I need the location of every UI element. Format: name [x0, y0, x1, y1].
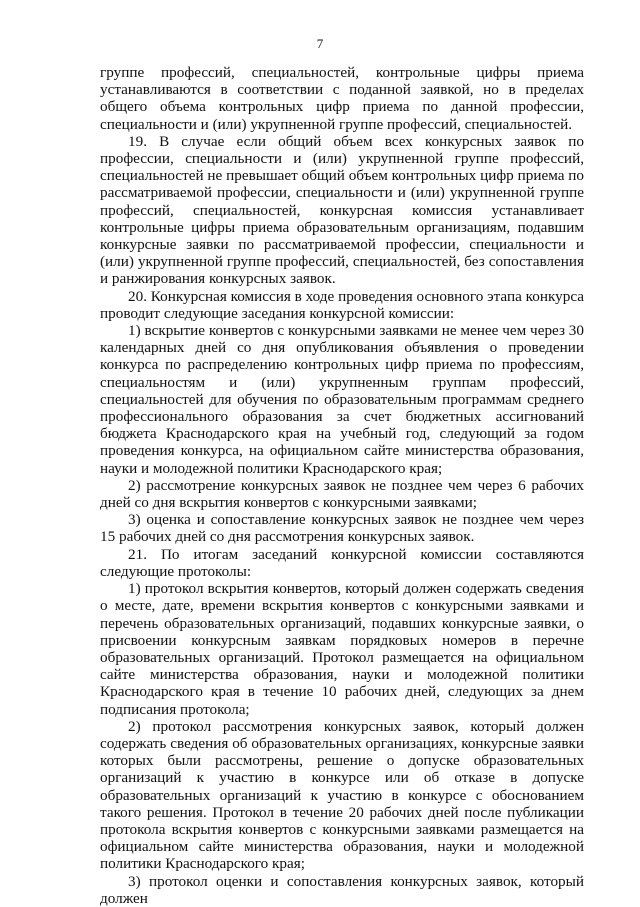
paragraph-clause-20-item-3: 3) оценка и сопоставление конкурсных заявок не позднее чем через 15 рабочих дней со дня рассмотрения конкурсных заявок. — [100, 511, 584, 546]
paragraph-clause-20-item-1: 1) вскрытие конвертов с конкурсными заявками не менее чем через 30 календарных дней со дня опубликования объявления о проведении конкурса по распределению контрольных цифр приема по профессиям, специальностям и (или) укрупненным группам профессий, специальностей для обучения по образовательным программам среднего профессионального образования за счет бюджетных ассигнований бюджета Краснодарского края на учебный год, следующий за годом проведения конкурса, на официальном сайте министерства образования, науки и молодежной политики Краснодарского края; — [100, 322, 584, 477]
paragraph-continuation: группе профессий, специальностей, контрольные цифры приема устанавливаются в соответствии с поданной заявкой, но в пределах общего объема контрольных цифр приема по данной профессии, специальности и (или) укрупненной группе профессий, специальностей. — [100, 64, 584, 133]
paragraph-clause-21-item-1: 1) протокол вскрытия конвертов, который должен содержать сведения о месте, дате, времени вскрытия конвертов с конкурсными заявками и перечень образовательных организаций, подавших конкурсные заявки, о присвоении конкурсным заявкам порядковых номеров в перечне образовательных организаций. Протокол размещается на официальном сайте министерства образования, науки и молодежной политики Краснодарского края в течение 10 рабочих дней, следующих за днем подписания протокола; — [100, 580, 584, 718]
paragraph-clause-20-item-2: 2) рассмотрение конкурсных заявок не позднее чем через 6 рабочих дней со дня вскрытия конвертов с конкурсными заявками; — [100, 476, 584, 512]
document-body — [100, 64, 584, 907]
paragraph-clause-20: 20. Конкурсная комиссия в ходе проведения основного этапа конкурса проводит следующие заседания конкурсной комиссии: — [100, 287, 584, 322]
page-number: 7 — [316, 36, 324, 51]
paragraph-clause-21: 21. По итогам заседаний конкурсной комиссии составляются следующие протоколы: — [100, 545, 584, 580]
paragraph-clause-21-item-3: 3) протокол оценки и сопоставления конкурсных заявок, который должен — [100, 872, 584, 907]
paragraph-clause-21-item-2: 2) протокол рассмотрения конкурсных заявок, который должен содержать сведения об образовательных организациях, конкурсные заявки которых были рассмотрены, решение о допуске образовательных организаций к участию в конкурсе или об отказе в допуске образовательных организаций к участию в конкурсе с обоснованием такого решения. Протокол в течение 20 рабочих дней после публикации протокола вскрытия конвертов с конкурсными заявками размещается на официальном сайте министерства образования, науки и молодежной политики Краснодарского края; — [100, 717, 584, 873]
paragraph-clause-19: 19. В случае если общий объем всех конкурсных заявок по профессии, специальности и (или) укрупненной группе профессий, специальностей не превышает общий объем контрольных цифр приема по рассматриваемой профессии, специальности и (или) укрупненной группе профессий, специальностей, конкурсная комиссия устанавливает контрольные цифры приема образовательным организациям, подавшим конкурсные заявки по рассматриваемой профессии, специальности и (или) укрупненной группе профессий, специальностей, без сопоставления и ранжирования конкурсных заявок. — [100, 132, 584, 288]
